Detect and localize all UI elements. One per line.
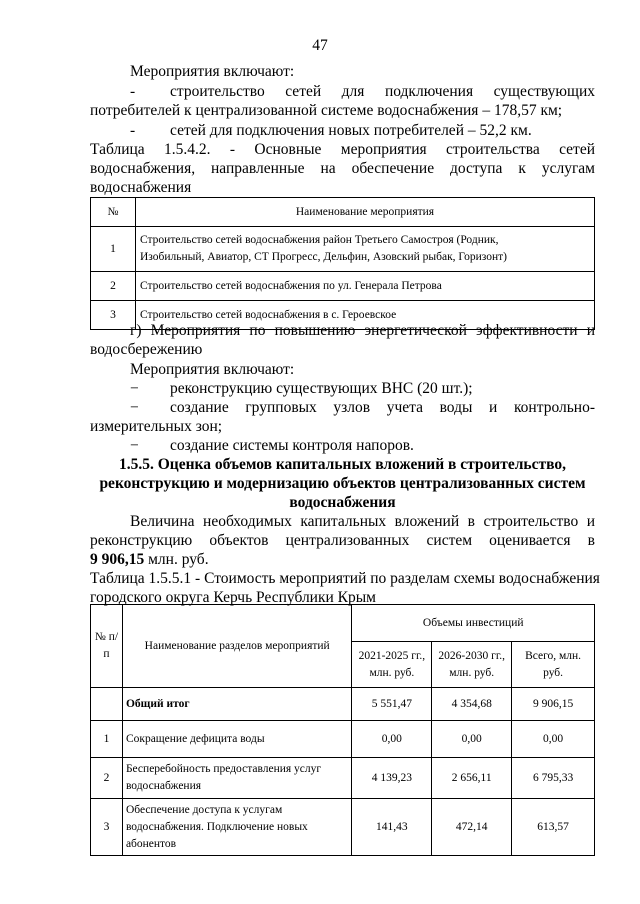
- row-text: Строительство сетей водоснабжения в с. Героевское: [136, 301, 595, 330]
- list-dash: -: [130, 83, 136, 100]
- page-number: 47: [312, 37, 328, 54]
- table-row: [91, 758, 595, 799]
- table-header-row: [91, 605, 595, 642]
- list-dash: −: [130, 380, 139, 397]
- header-name: Наименование разделов мероприятий: [122, 605, 352, 688]
- measure-item-1-line-2: потребителей к централизованной системе водоснабжения – 178,57 км;: [90, 102, 563, 119]
- header-total: Всего, млн. руб.: [512, 642, 595, 688]
- row-value-p1: 4 139,23: [352, 758, 432, 799]
- table-row: [91, 227, 595, 272]
- header-num: № п/п: [91, 605, 123, 688]
- row-num: 1: [91, 721, 123, 758]
- table-row: [91, 721, 595, 758]
- header-investments: Объемы инвестиций: [352, 605, 595, 642]
- row-value-p2: 472,14: [432, 799, 512, 856]
- list-dash: −: [130, 437, 139, 454]
- total-value-p2: 4 354,68: [432, 688, 512, 721]
- header-period-1: 2021-2025 гг., млн. руб.: [352, 642, 432, 688]
- table-caption-line-2: водоснабжения, направленные на обеспечение доступа к услугам: [90, 160, 595, 177]
- section-title-line-2: реконструкцию и модернизацию объектов централизованных систем: [99, 475, 586, 492]
- measures-intro: Мероприятия включают:: [130, 63, 295, 80]
- investment-table: [90, 604, 595, 856]
- measures-intro-2: Мероприятия включают:: [130, 361, 295, 378]
- row-name: Сокращение дефицита воды: [122, 721, 352, 758]
- header-num: №: [91, 198, 136, 227]
- investment-para-line-1: Величина необходимых капитальных вложений в строительство и: [130, 513, 595, 530]
- row-name: Обеспечение доступа к услугам водоснабжения. Подключение новых абонентов: [122, 799, 352, 856]
- row-value-p1: 0,00: [352, 721, 432, 758]
- table-row: [91, 799, 595, 856]
- total-num: [91, 688, 123, 721]
- row-text-line: Изобильный, Авиатор, СТ Прогресс, Дельфин, Азовский рыбак, Горизонт): [140, 251, 507, 263]
- investment-para-line-3: [90, 550, 595, 569]
- header-period-2: 2026-2030 гг., млн. руб.: [432, 642, 512, 688]
- efficiency-item-1: реконструкцию существующих ВНС (20 шт.);: [170, 380, 473, 397]
- list-dash: −: [130, 399, 139, 416]
- row-num: 2: [91, 758, 123, 799]
- row-value-p1: 141,43: [352, 799, 432, 856]
- row-text: Строительство сетей водоснабжения по ул. Генерала Петрова: [136, 272, 595, 301]
- table-caption-line-1: Таблица 1.5.4.2. - Основные мероприятия строительства сетей: [90, 141, 595, 158]
- row-value-p2: 2 656,11: [432, 758, 512, 799]
- row-text-line: Строительство сетей водоснабжения район Третьего Самостроя (Родник,: [140, 234, 499, 246]
- section-title-line-3: водоснабжения: [289, 494, 396, 511]
- total-row: [91, 688, 595, 721]
- table-header-row: [91, 198, 595, 227]
- efficiency-item-2-line-1: создание групповых узлов учета воды и контрольно-: [170, 399, 595, 416]
- list-dash: -: [130, 122, 136, 139]
- row-value-p2: 0,00: [432, 721, 512, 758]
- row-text: [136, 227, 595, 272]
- efficiency-item-3: создание системы контроля напоров.: [170, 437, 414, 454]
- total-value-all: 9 906,15: [512, 688, 595, 721]
- row-num: 3: [91, 301, 136, 330]
- row-value-total: 6 795,33: [512, 758, 595, 799]
- subsection-heading-line-2: водосбережению: [90, 341, 203, 358]
- row-num: 3: [91, 799, 123, 856]
- row-value-total: 0,00: [512, 721, 595, 758]
- row-num: 2: [91, 272, 136, 301]
- efficiency-item-2-line-2: измерительных зон;: [90, 418, 223, 435]
- measures-table: [90, 197, 595, 330]
- row-num: 1: [91, 227, 136, 272]
- section-title-line-1: 1.5.5. Оценка объемов капитальных вложений в строительство,: [118, 456, 566, 473]
- investment-para-line-2: реконструкцию объектов централизованных систем оценивается в: [90, 532, 595, 549]
- measure-item-2: сетей для подключения новых потребителей – 52,2 км.: [170, 122, 532, 139]
- row-value-total: 613,57: [512, 799, 595, 856]
- table2-caption-line-1: Таблица 1.5.5.1 - Стоимость мероприятий по разделам схемы водоснабжения: [90, 570, 600, 587]
- table-caption-line-3: водоснабжения: [90, 179, 192, 196]
- total-label: Общий итог: [122, 688, 352, 721]
- table2-caption-line-2: городского округа Керчь Республики Крым: [90, 589, 376, 606]
- subsection-heading-line-1: г) Мероприятия по повышению энергетической эффективности и: [130, 322, 595, 339]
- investment-total-value: 9 906,15: [90, 551, 145, 568]
- total-value-p1: 5 551,47: [352, 688, 432, 721]
- measure-item-1-line-1: строительство сетей для подключения существующих: [170, 83, 595, 100]
- investment-unit: млн. руб.: [144, 551, 209, 568]
- table-row: [91, 272, 595, 301]
- header-name: Наименование мероприятия: [136, 198, 595, 227]
- row-name: Бесперебойность предоставления услуг водоснабжения: [122, 758, 352, 799]
